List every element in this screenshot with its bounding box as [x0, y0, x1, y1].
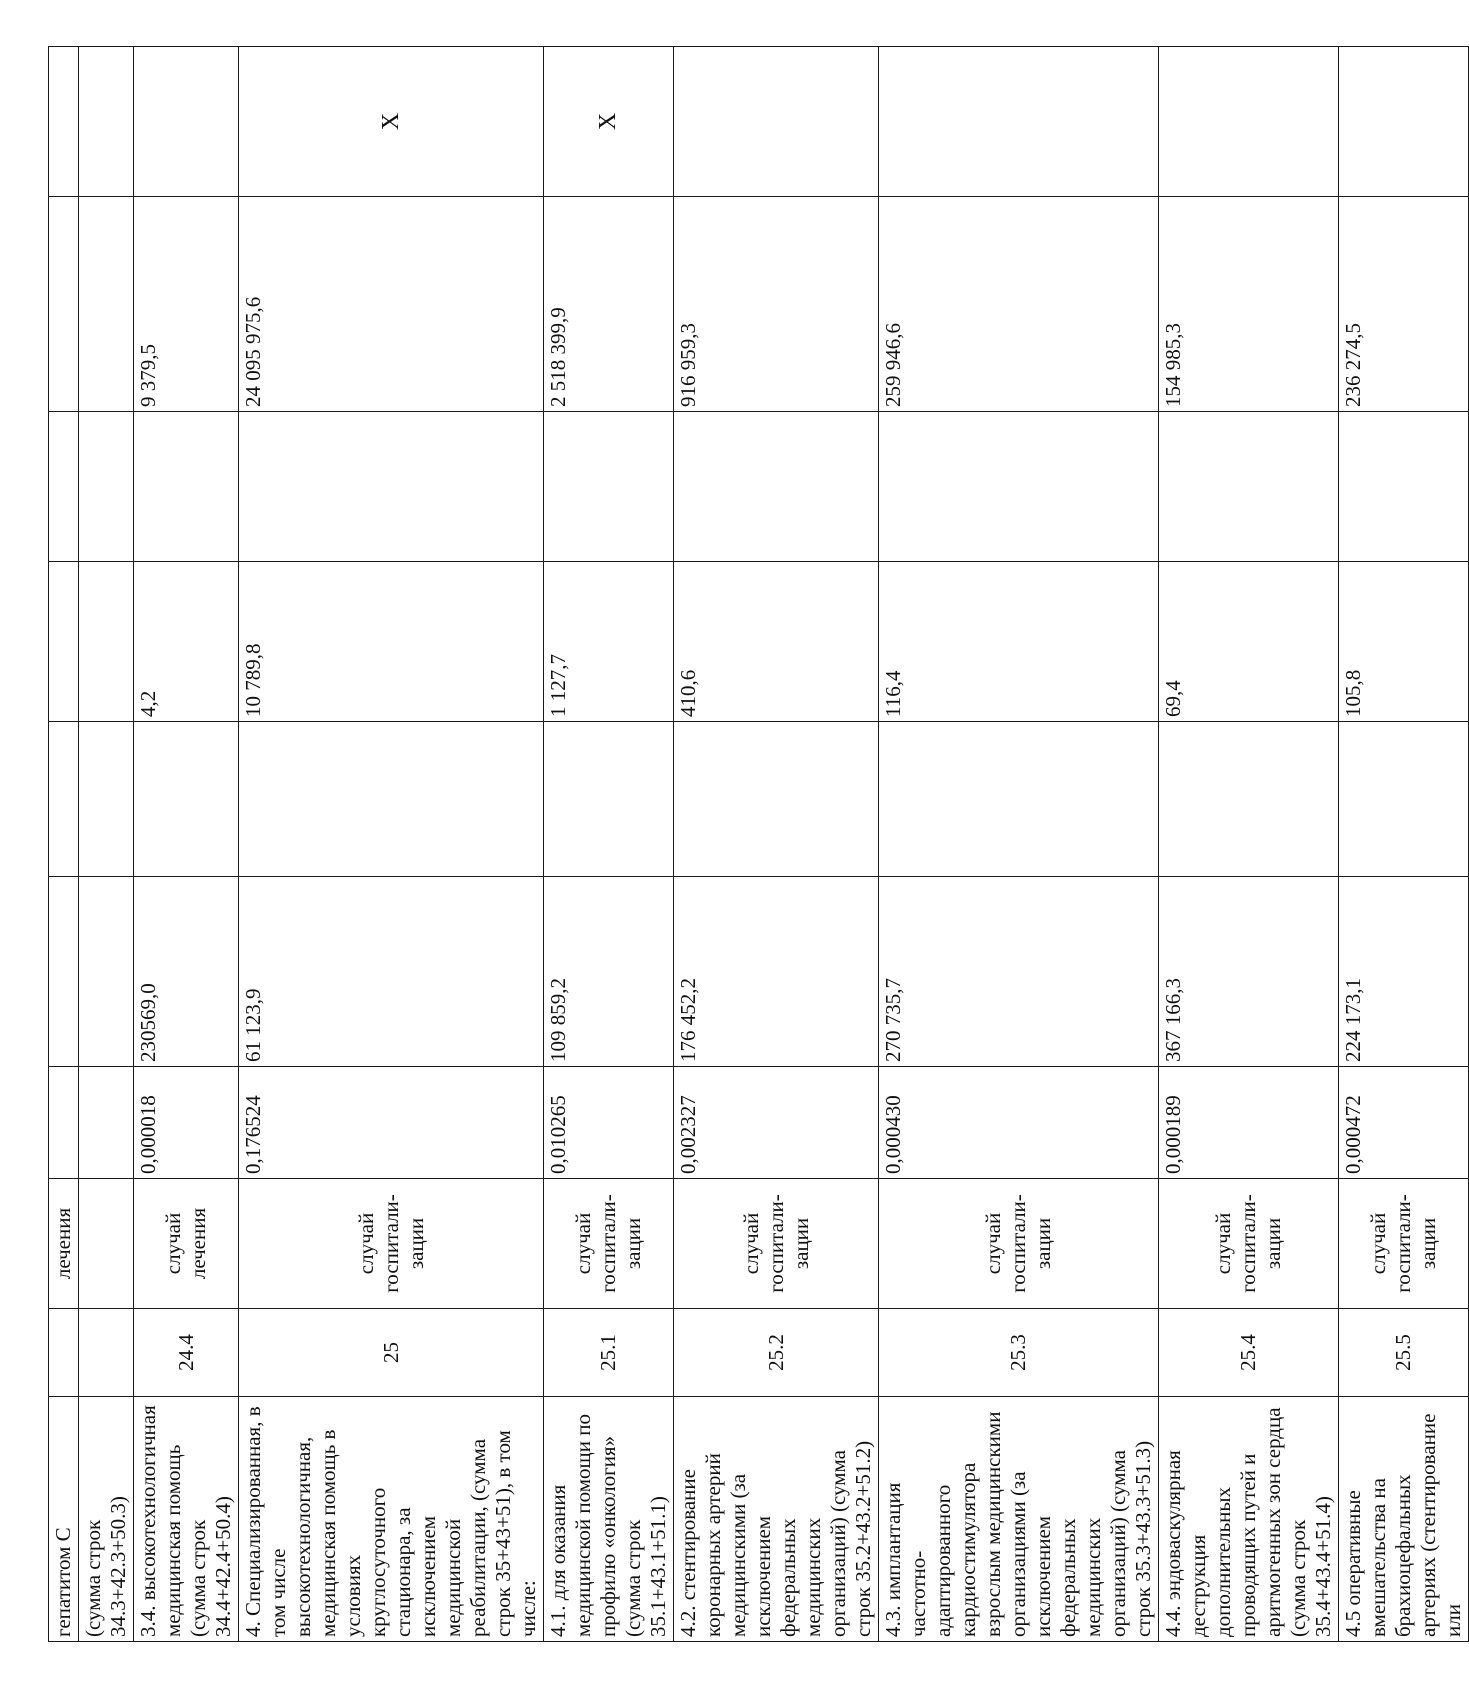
- cell-v2: 270 735,7: [879, 877, 1159, 1067]
- cell-v6: 154 985,3: [1159, 197, 1339, 412]
- cell-num: 25.2: [674, 1309, 879, 1397]
- cell-v5: [49, 412, 79, 562]
- cell-v1: 0,000430: [879, 1067, 1159, 1179]
- cell-v3: [544, 722, 674, 877]
- cell-x: X: [239, 47, 544, 197]
- cell-v6: 2 518 399,9: [544, 197, 674, 412]
- cell-num: 25.3: [879, 1309, 1159, 1397]
- cell-name: 4.2. стентирование коронарных артерий медицинскими (за исключением федеральных медицинских организаций) (сумма строк 35.2+43.2+51.2): [674, 1397, 879, 1642]
- cell-v6: 916 959,3: [674, 197, 879, 412]
- cell-name: 3.4. высокотехнологичная медицинская помощь (сумма строк 34.4+42.4+50.4): [134, 1397, 239, 1642]
- cell-x: [674, 47, 879, 197]
- cell-v4: 4,2: [134, 562, 239, 722]
- cell-v4: [49, 562, 79, 722]
- cell-v5: [239, 412, 544, 562]
- cell-v3: [1339, 722, 1469, 877]
- cell-num: 25.5: [1339, 1309, 1469, 1397]
- cell-name: 4. Специализированная, в том числе высокотехнологичная, медицинская помощь в условиях круглосуточного стационара, за исключением медицинской реабилитации, (сумма строк 35+43+51), в том числе:: [239, 1397, 544, 1642]
- cell-v1: [49, 1067, 79, 1179]
- cell-v1: 0,176524: [239, 1067, 544, 1179]
- cell-name: 4.5 оперативные вмешательства на брахиоцефальных артериях (стентирование или: [1339, 1397, 1469, 1642]
- cell-v2: 367 166,3: [1159, 877, 1339, 1067]
- cell-unit: [79, 1179, 134, 1309]
- cell-num: 24.4: [134, 1309, 239, 1397]
- cell-x: X: [544, 47, 674, 197]
- cell-v3: [239, 722, 544, 877]
- cell-v2: 61 123,9: [239, 877, 544, 1067]
- cell-unit: лечения: [49, 1179, 79, 1309]
- cell-unit: случай госпитали-зации: [544, 1179, 674, 1309]
- cell-v3: [134, 722, 239, 877]
- table-row: [49, 47, 79, 1642]
- cell-v1: [79, 1067, 134, 1179]
- cell-v2: 109 859,2: [544, 877, 674, 1067]
- cell-unit: случай лечения: [134, 1179, 239, 1309]
- cell-v6: 9 379,5: [134, 197, 239, 412]
- cell-v1: 0,000018: [134, 1067, 239, 1179]
- cell-v2: [49, 877, 79, 1067]
- table-row: [134, 47, 239, 1642]
- table-row: [239, 47, 544, 1642]
- cell-v3: [674, 722, 879, 877]
- cell-v4: 116,4: [879, 562, 1159, 722]
- table-row: [544, 47, 674, 1642]
- cell-v5: [1159, 412, 1339, 562]
- cell-x: [134, 47, 239, 197]
- cell-v6: 236 274,5: [1339, 197, 1469, 412]
- table-row: [1159, 47, 1339, 1642]
- cell-v6: 24 095 975,6: [239, 197, 544, 412]
- cell-v5: [544, 412, 674, 562]
- cell-v6: [49, 197, 79, 412]
- cell-v2: [79, 877, 134, 1067]
- cell-num: 25.1: [544, 1309, 674, 1397]
- cell-v4: 1 127,7: [544, 562, 674, 722]
- cell-name: 4.4. эндоваскулярная деструкция дополнительных проводящих путей и аритмогенных зон сердца (сумма строк 35.4+43.4+51.4): [1159, 1397, 1339, 1642]
- cell-v6: 259 946,6: [879, 197, 1159, 412]
- cell-v5: [879, 412, 1159, 562]
- cell-x: [79, 47, 134, 197]
- cell-unit: случай госпитали-зации: [239, 1179, 544, 1309]
- cell-x: [49, 47, 79, 197]
- cell-unit: случай госпитали-зации: [879, 1179, 1159, 1309]
- cell-unit: случай госпитали-зации: [1159, 1179, 1339, 1309]
- cell-v5: [134, 412, 239, 562]
- cell-v1: 0,000472: [1339, 1067, 1469, 1179]
- table-body: [49, 47, 1469, 1642]
- table-row: [79, 47, 134, 1642]
- cell-name: (сумма строк 34.3+42.3+50.3): [79, 1397, 134, 1642]
- cell-x: [1339, 47, 1469, 197]
- cell-num: [49, 1309, 79, 1397]
- cell-v5: [79, 412, 134, 562]
- cell-x: [879, 47, 1159, 197]
- cell-num: 25.4: [1159, 1309, 1339, 1397]
- cell-x: [1159, 47, 1339, 197]
- cell-unit: случай госпитали-зации: [1339, 1179, 1469, 1309]
- cell-v2: 224 173,1: [1339, 877, 1469, 1067]
- cell-name: 4.1. для оказания медицинской помощи по профилю «онкология» (сумма строк 35.1+43.1+51.1): [544, 1397, 674, 1642]
- cell-v1: 0,000189: [1159, 1067, 1339, 1179]
- cell-num: [79, 1309, 134, 1397]
- cell-v4: [79, 562, 134, 722]
- cell-v3: [879, 722, 1159, 877]
- cell-v3: [79, 722, 134, 877]
- cell-num: 25: [239, 1309, 544, 1397]
- cell-v5: [674, 412, 879, 562]
- cell-unit: случай госпитали-зации: [674, 1179, 879, 1309]
- cell-v5: [1339, 412, 1469, 562]
- table-row: [674, 47, 879, 1642]
- data-table: [48, 46, 1469, 1642]
- cell-v4: 410,6: [674, 562, 879, 722]
- cell-name: гепатитом С: [49, 1397, 79, 1642]
- cell-v4: 69,4: [1159, 562, 1339, 722]
- cell-v1: 0,002327: [674, 1067, 879, 1179]
- cell-v3: [49, 722, 79, 877]
- cell-v1: 0,010265: [544, 1067, 674, 1179]
- cell-v4: 10 789,8: [239, 562, 544, 722]
- cell-v6: [79, 197, 134, 412]
- cell-v2: 230569,0: [134, 877, 239, 1067]
- cell-v4: 105,8: [1339, 562, 1469, 722]
- cell-v2: 176 452,2: [674, 877, 879, 1067]
- table-row: [879, 47, 1159, 1642]
- table-row: [1339, 47, 1469, 1642]
- cell-v3: [1159, 722, 1339, 877]
- cell-name: 4.3. имплантация частотно-адаптированного кардиостимулятора взрослым медицинскими организациями (за исключением федеральных медицинских организаций) (сумма строк 35.3+43.3+51.3): [879, 1397, 1159, 1642]
